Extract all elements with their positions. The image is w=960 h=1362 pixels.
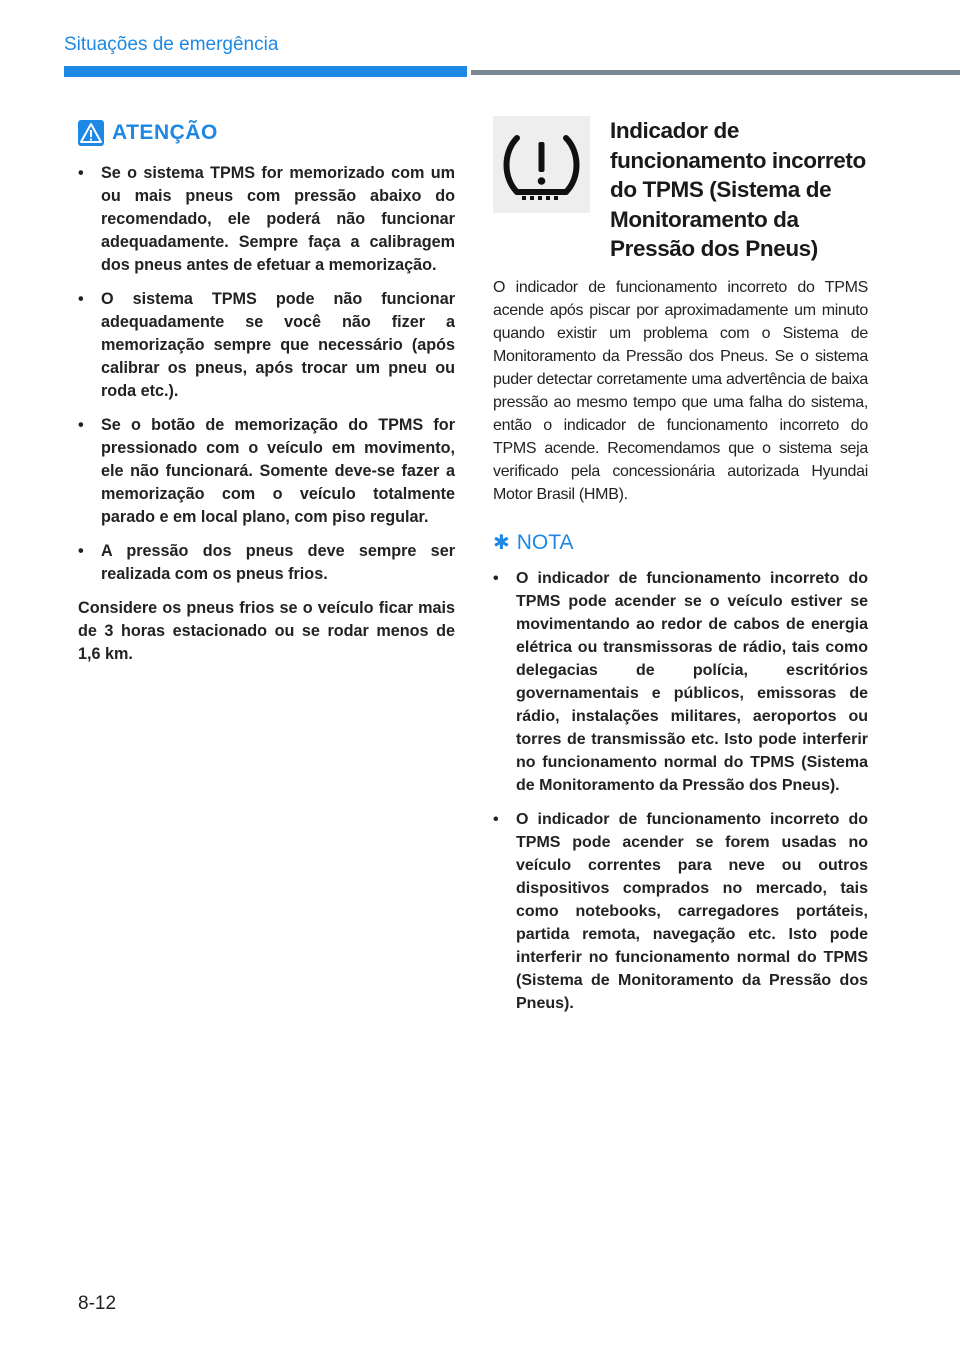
list-item: • O sistema TPMS pode não funcionar adequadamente se você não fizer a memorização sempre que necessário (após calibrar os pneus, após trocar um pneu ou roda etc.). — [78, 288, 455, 403]
list-item: • A pressão dos pneus deve sempre ser realizada com os pneus frios. — [78, 540, 455, 586]
warning-list — [78, 162, 455, 586]
page-number: 8-12 — [78, 1293, 117, 1314]
list-item: • O indicador de funcionamento incorreto do TPMS pode acender se o veículo estiver se movimentando ao redor de cabos de energia elétrica ou transmissoras de rádio, tais como delegacias de polícia, escritórios governamentais e públicos, emissoras de rádio, instalações militares, aeroportos ou torres de transmissão etc. Isto pode interferir no funcionamento normal do TPMS (Sistema de Monitoramento da Pressão dos Pneus). — [493, 567, 868, 797]
asterisk-icon: ✱ — [493, 532, 510, 554]
warning-triangle-icon — [78, 120, 104, 146]
note-title: NOTA — [516, 530, 574, 554]
warning-title: ATENÇÃO — [112, 121, 218, 144]
list-item: • O indicador de funcionamento incorreto do TPMS pode acender se forem usadas no veículo correntes para neve ou outros dispositivos comprados no mercado, tais como notebooks, carregadores portáteis, partida remota, navegação etc. Isto pode interferir no funcionamento normal do TPMS (Sistema de Monitoramento da Pressão dos Pneus). — [493, 808, 868, 1015]
malfunction-body-text: O indicador de funcionamento incorreto do TPMS acende após piscar por aproximadamente um minuto quando existir um problema com o Sistema de Monitoramento da Pressão dos Pneus. Se o sistema puder detectar corretamente uma advertência de baixa pressão ao mesmo tempo que uma falha do sistema, então o indicador de funcionamento incorreto do TPMS acende. Recomendamos que o sistema seja verificado pela concessionária autorizada Hyundai Motor Brasil (HMB). — [493, 278, 868, 503]
warning-section — [78, 118, 455, 666]
header-divider-bar — [471, 70, 960, 75]
list-item: • Se o sistema TPMS for memorizado com um ou mais pneus com pressão abaixo do recomendado, ele poderá não funcionar adequadamente. Sempre faça a calibragem dos pneus antes de efetuar a memorização. — [78, 162, 455, 277]
header-accent-bar — [64, 66, 467, 77]
list-item: • Se o botão de memorização do TPMS for pressionado com o veículo em movimento, ele não funcionará. Somente deve-se fazer a memorização com o veículo totalmente parado e em local plano, com piso regular. — [78, 414, 455, 529]
note-list — [493, 567, 868, 1015]
malfunction-heading: Indicador de funcionamento incorreto do TPMS (Sistema de Monitoramento da Pressão dos Pneus) — [610, 118, 866, 261]
malfunction-section — [493, 116, 868, 1026]
note-heading — [493, 529, 868, 557]
tpms-malfunction-icon — [493, 116, 590, 213]
warning-closing-text: Considere os pneus frios se o veículo ficar mais de 3 horas estacionado ou se rodar menos de 1,6 km. — [78, 599, 455, 663]
warning-heading — [78, 118, 455, 148]
section-header-title: Situações de emergência — [64, 34, 279, 55]
